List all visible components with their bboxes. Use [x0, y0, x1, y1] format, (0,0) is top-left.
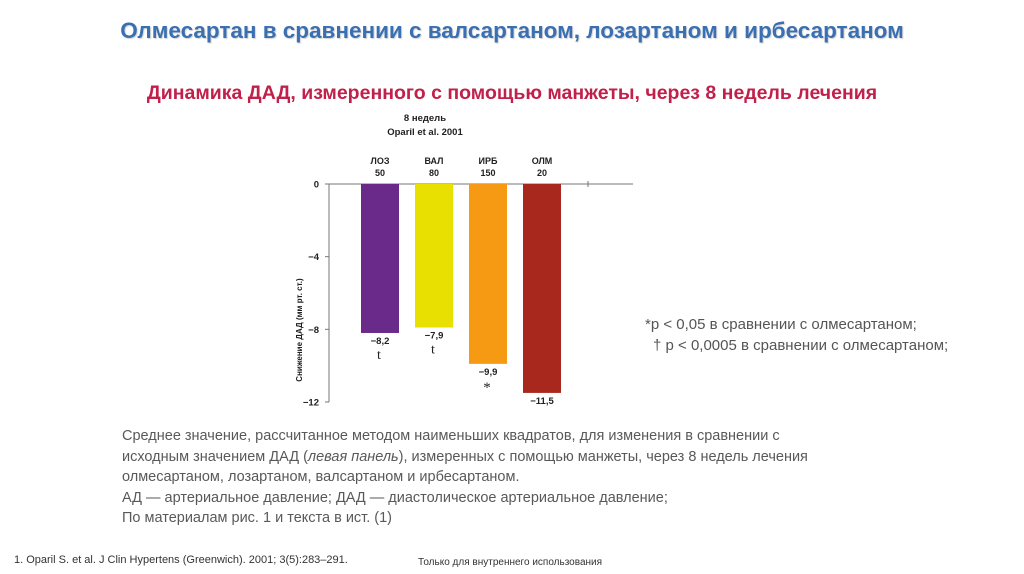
significance-notes — [645, 314, 948, 356]
slide-title: Олмесартан в сравнении с валсартаном, лозартаном и ирбесартаном — [120, 18, 904, 43]
description-line-1: Среднее значение, рассчитанное методом наименьших квадратов, для изменения в сравнении с — [122, 428, 780, 444]
bar-dose-label: 20 — [536, 168, 548, 178]
bar-2 — [415, 184, 453, 328]
bar-dose-label: 80 — [428, 168, 440, 178]
slide-subtitle: Динамика ДАД, измеренного с помощью манжеты, через 8 недель лечения — [146, 82, 878, 104]
y-ticks — [303, 180, 329, 409]
y-tick-label: 0 — [313, 179, 319, 191]
significance-mark: * — [483, 379, 491, 396]
dbp-bar-chart — [285, 110, 635, 410]
y-tick-label: −8 — [308, 324, 319, 336]
bar-value-label: −7,9 — [424, 330, 444, 342]
description-line-2 — [122, 447, 808, 468]
description-line-5: По материалам рис. 1 и текста в ист. (1) — [122, 510, 392, 526]
description-line-2-post: ), измеренных с помощью манжеты, через 8 недель лечения — [398, 448, 808, 465]
bar-value-label: −8,2 — [370, 335, 390, 347]
bar-4 — [523, 184, 561, 393]
bar-category-label: ЛОЗ — [370, 156, 390, 166]
description-line-2-pre: исходным значением ДАД ( — [122, 448, 308, 465]
chart-title: 8 недель — [403, 113, 447, 124]
y-tick-label: −4 — [308, 252, 319, 264]
reference-footnote: 1. Oparil S. et al. J Clin Hypertens (Greenwich). 2001; 3(5):283–291. — [14, 554, 348, 566]
bar-value-label: −9,9 — [478, 366, 498, 378]
bar-1 — [361, 184, 399, 333]
bars — [361, 156, 561, 407]
significance-mark: t — [377, 347, 381, 363]
bar-3 — [469, 184, 507, 364]
description-line-3: олмесартаном, лозартаном, валсартаном и ирбесартаном. — [122, 469, 520, 485]
bar-value-label: −11,5 — [530, 395, 554, 407]
significance-mark: t — [431, 342, 435, 358]
note-p005: *p < 0,05 в сравнении с олмесартаном; — [645, 316, 917, 333]
internal-use-label: Только для внутреннего использования — [418, 557, 603, 568]
chart-subtitle: Oparil et al. 2001 — [387, 127, 463, 138]
bar-dose-label: 50 — [374, 168, 386, 178]
bar-dose-label: 150 — [480, 168, 496, 178]
bar-category-label: ИРБ — [478, 156, 498, 166]
bar-category-label: ВАЛ — [424, 156, 444, 166]
note-p00005: † p < 0,0005 в сравнении с олмесартаном; — [653, 337, 949, 354]
description-line-4: АД — артериальное давление; ДАД — диастолическое артериальное давление; — [122, 489, 668, 506]
bar-category-label: ОЛМ — [531, 156, 553, 166]
description-line-2-italic: левая панель — [307, 448, 399, 465]
y-tick-label: −12 — [302, 397, 319, 409]
y-axis-label: Снижение ДАД (мм рт. ст.) — [295, 278, 304, 382]
chart-description — [122, 426, 808, 529]
